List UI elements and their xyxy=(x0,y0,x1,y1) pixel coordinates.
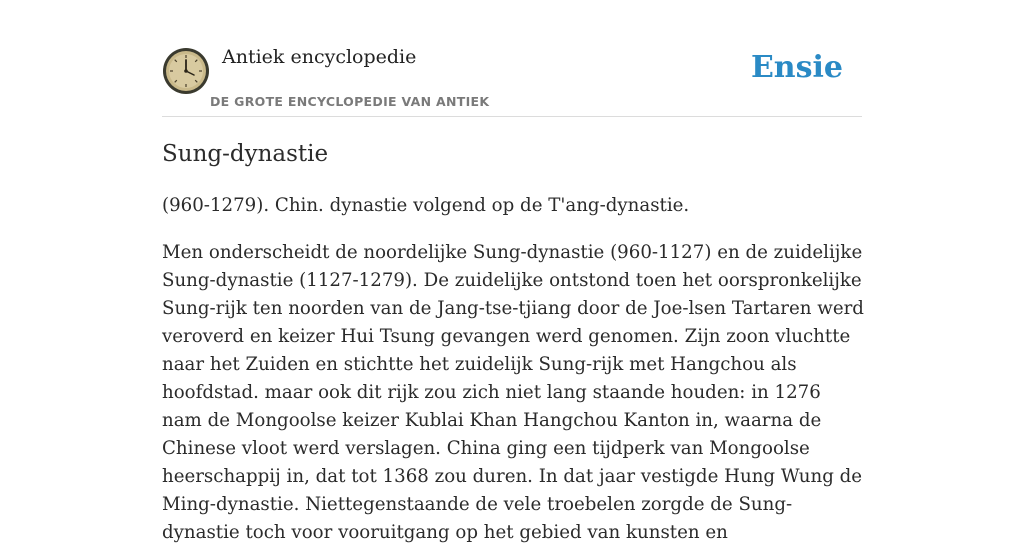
article-body: Men onderscheidt de noordelijke Sung-dynastie (960-1127) en de zuidelijke Sung-dynastie (1127-1279). De zuidelijke ontstond toen het oorspronkelijke Sung-rijk ten noorden van de Jang-tse-tjiang door de Joe-lsen Tartaren werd veroverd en keizer Hui Tsung gevangen werd genomen. Zijn zoon vluchtte naar het Zuiden en stichtte het zuidelijk Sung-rijk met Hangchou als hoofdstad. maar ook dit rijk zou zich niet lang staande houden: in 1276 nam de Mongoolse keizer Kublai Khan Hangchou Kanton in, waarna de Chinese vloot werd verslagen. China ging een tijdperk van Mongoolse heerschappij in, dat tot 1368 zou duren. In dat jaar vestigde Hung Wung de Ming-dynastie. Niettegenstaande de vele troebelen zorgde de Sung-dynastie toch voor vooruitgang op het gebied van kunsten en xyxy=(162,242,864,543)
brand-logo-link[interactable]: Ensie xyxy=(750,50,843,85)
clock-icon[interactable] xyxy=(162,47,210,95)
site-tagline: DE GROTE ENCYCLOPEDIE VAN ANTIEK xyxy=(210,94,490,109)
site-name[interactable]: Antiek encyclopedie xyxy=(222,46,417,68)
article-title: Sung-dynastie xyxy=(162,141,329,167)
site-header xyxy=(162,44,862,117)
article-intro: (960-1279). Chin. dynastie volgend op de T'ang-dynastie. xyxy=(162,195,690,216)
article xyxy=(162,138,866,547)
